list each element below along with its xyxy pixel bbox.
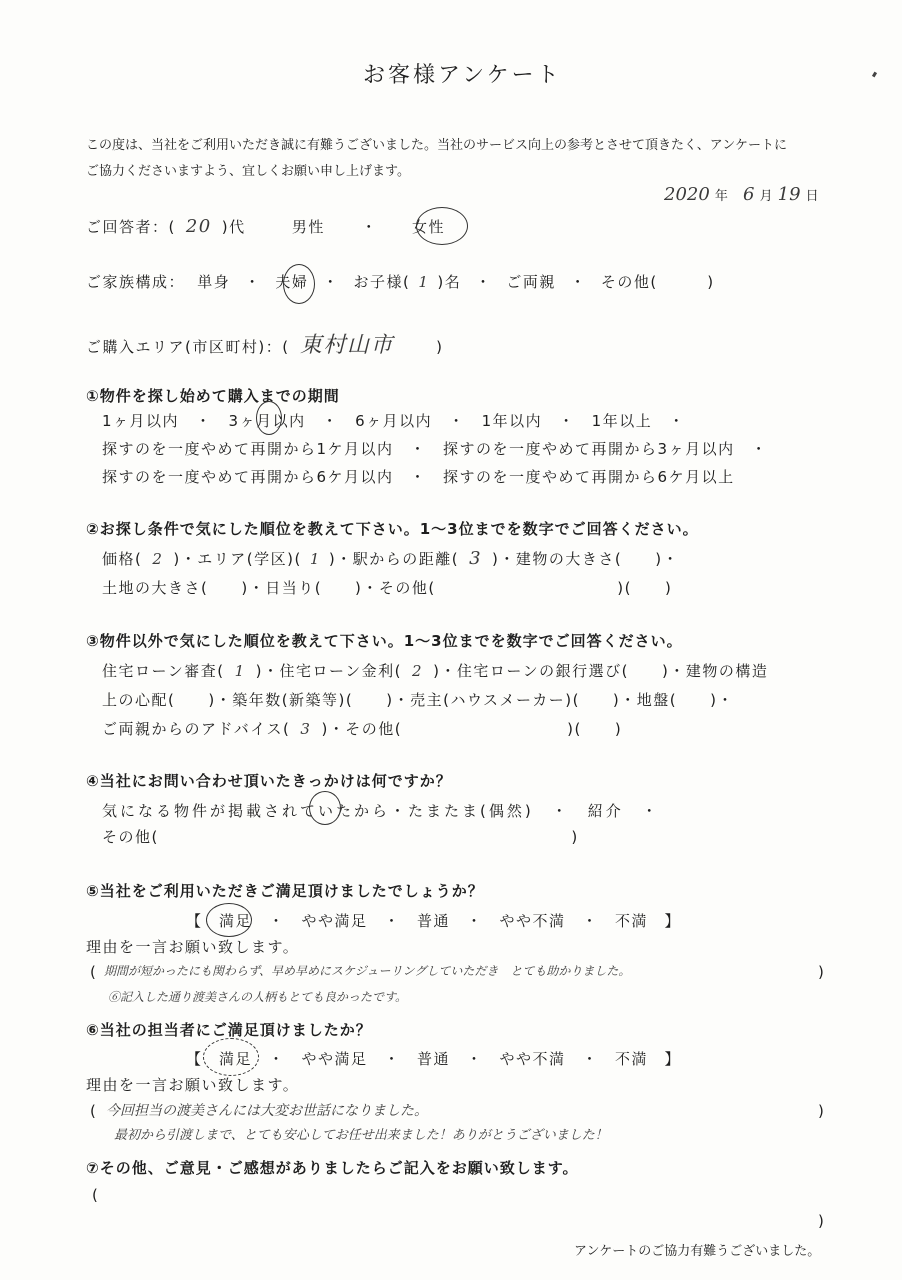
q3-row-3 bbox=[102, 718, 622, 739]
date-day-unit: 日 bbox=[805, 189, 819, 204]
q2-price-label: 価格( bbox=[102, 550, 143, 568]
q3-bank-label: )・住宅ローンの銀行選び( )・建物の構造 bbox=[433, 662, 769, 680]
q2-station-rank: 3 bbox=[469, 548, 483, 569]
q2-heading: ②お探し条件で気にした順位を教えて下さい。1～3位までを数字でご回答ください。 bbox=[86, 520, 699, 538]
q1-heading: ①物件を探し始めて購入までの期間 bbox=[86, 387, 340, 405]
separator: ・ bbox=[244, 273, 262, 291]
circle-female bbox=[416, 207, 468, 245]
q2-station-label: )・駅からの距離( bbox=[328, 550, 460, 568]
children-suffix: )名 bbox=[437, 273, 462, 291]
circle-q5-answer bbox=[206, 903, 252, 937]
circle-q6-answer bbox=[203, 1038, 259, 1076]
circle-couple bbox=[283, 264, 315, 304]
respondent-age: 20 bbox=[185, 216, 212, 237]
q5-reason-label: 理由を一言お願い致します。 bbox=[86, 938, 300, 956]
option-single: 単身 bbox=[197, 273, 231, 291]
q5-reason-1: 期間が短かったにも関わらず、早め早めにスケジューリングしていただき とても助かりました。 bbox=[104, 964, 631, 978]
footer-thanks: アンケートのご協力有難うございました。 bbox=[574, 1244, 821, 1259]
date bbox=[664, 184, 819, 205]
q6-reason-label: 理由を一言お願い致します。 bbox=[86, 1076, 300, 1094]
q1-row-3: 探すのを一度やめて再開から6ケ月以内 ・ 探すのを一度やめて再開から6ケ月以上 bbox=[102, 468, 735, 486]
q7-open-paren: ( bbox=[92, 1186, 100, 1204]
q6-open-paren: ( bbox=[90, 1102, 98, 1120]
date-month: 6 bbox=[743, 184, 755, 205]
intro-line-1: この度は、当社をご利用いただき誠に有難うございました。当社のサービス向上の参考とさせて頂きたく、アンケートに bbox=[86, 138, 787, 153]
q3-loan-rate-label: )・住宅ローン金利( bbox=[255, 662, 403, 680]
q3-loan-review-rank: 1 bbox=[234, 662, 246, 680]
option-female: 女性 bbox=[412, 218, 446, 236]
page-title: お客様アンケート bbox=[363, 63, 562, 88]
q3-loan-rate-rank: 2 bbox=[412, 662, 424, 680]
intro-line-2: ご協力くださいますよう、宜しくお願い申し上げます。 bbox=[86, 164, 410, 179]
q2-area-rank: 1 bbox=[309, 550, 321, 568]
option-couple: 夫婦 bbox=[275, 273, 309, 291]
area-value: 東村山市 bbox=[299, 333, 394, 358]
circle-q4-answer bbox=[309, 791, 341, 825]
stray-mark bbox=[872, 72, 877, 78]
q3-heading: ③物件以外で気にした順位を教えて下さい。1～3位までを数字でご回答ください。 bbox=[86, 632, 683, 650]
q4-row-2: その他( ) bbox=[102, 828, 579, 846]
separator: ・ bbox=[570, 273, 587, 291]
q3-row-2: 上の心配( )・築年数(新築等)( )・売主(ハウスメーカー)( )・地盤( )・ bbox=[102, 691, 734, 709]
q4-heading: ④当社にお問い合わせ頂いたきっかけは何ですか？ bbox=[86, 772, 452, 790]
area-close: ) bbox=[436, 338, 444, 356]
area-label: ご購入エリア(市区町村)：( bbox=[86, 338, 290, 356]
q6-reason-1: 今回担当の渡美さんには大変お世話になりました。 bbox=[106, 1103, 428, 1119]
q5-open-paren: ( bbox=[90, 963, 98, 981]
q7-heading: ⑦その他、ご意見・ご感想がありましたらご記入をお願い致します。 bbox=[86, 1159, 579, 1177]
separator: ・ bbox=[361, 218, 378, 236]
q1-row-1: 1ヶ月以内 ・ 3ヶ月以内 ・ 6ヶ月以内 ・ 1年以内 ・ 1年以上 ・ bbox=[102, 412, 686, 430]
option-male: 男性 bbox=[291, 218, 325, 236]
area-row bbox=[86, 328, 444, 359]
q6-scale: 【 満足 ・ やや満足 ・ 普通 ・ やや不満 ・ 不満 】 bbox=[186, 1050, 682, 1068]
q3-loan-review-label: 住宅ローン審査( bbox=[102, 662, 225, 680]
q6-heading: ⑥当社の担当者にご満足頂けましたか？ bbox=[86, 1021, 372, 1039]
q2-price-rank: 2 bbox=[152, 550, 164, 568]
q3-advice-label: ご両親からのアドバイス( bbox=[102, 720, 291, 738]
respondent-label: ご回答者：( bbox=[86, 218, 176, 236]
respondent-row bbox=[86, 216, 445, 237]
family-label: ご家族構成： bbox=[86, 273, 186, 291]
circle-q1-answer bbox=[256, 401, 282, 435]
separator: ・ bbox=[322, 273, 340, 291]
q2-building-label: )・建物の大きさ( )・ bbox=[492, 550, 680, 568]
date-year: 2020 bbox=[664, 184, 710, 205]
date-day: 19 bbox=[777, 184, 801, 205]
q6-reason-2: 最初から引渡しまで、とても安心してお任せ出来ました！ありがとうございました！ bbox=[114, 1128, 608, 1143]
q2-area-label: )・エリア(学区)( bbox=[173, 550, 302, 568]
respondent-age-suffix: )代 bbox=[221, 218, 246, 236]
date-month-unit: 月 bbox=[759, 189, 773, 204]
option-parents: ご両親 bbox=[506, 273, 556, 291]
q3-advice-rank: 3 bbox=[300, 720, 312, 738]
q3-row-1 bbox=[102, 660, 768, 681]
q4-row-1: 気になる物件が掲載されていたから・たまたま(偶然) ・ 紹介 ・ bbox=[102, 802, 660, 820]
q5-heading: ⑤当社をご利用いただきご満足頂けましたでしょうか？ bbox=[86, 882, 484, 900]
family-row bbox=[86, 271, 715, 292]
option-other: その他( ) bbox=[600, 273, 715, 291]
separator: ・ bbox=[475, 273, 493, 291]
q3-other-label: )・その他( )( ) bbox=[321, 720, 623, 738]
q6-close-paren: ) bbox=[818, 1102, 826, 1120]
q2-row-1 bbox=[102, 548, 679, 569]
q5-reason-2: ⑥記入した通り渡美さんの人柄もとても良かったです。 bbox=[108, 990, 408, 1004]
q2-row-2: 土地の大きさ( )・日当り( )・その他( )( ) bbox=[102, 579, 673, 597]
date-year-unit: 年 bbox=[714, 189, 728, 204]
children-label: お子様( bbox=[353, 273, 411, 291]
children-count: 1 bbox=[418, 273, 430, 291]
q5-scale: 【 満足 ・ やや満足 ・ 普通 ・ やや不満 ・ 不満 】 bbox=[186, 912, 682, 930]
q7-close-paren: ) bbox=[818, 1212, 826, 1230]
q5-close-paren: ) bbox=[818, 963, 826, 981]
q1-row-2: 探すのを一度やめて再開から1ケ月以内 ・ 探すのを一度やめて再開から3ヶ月以内 ・ bbox=[102, 440, 768, 458]
